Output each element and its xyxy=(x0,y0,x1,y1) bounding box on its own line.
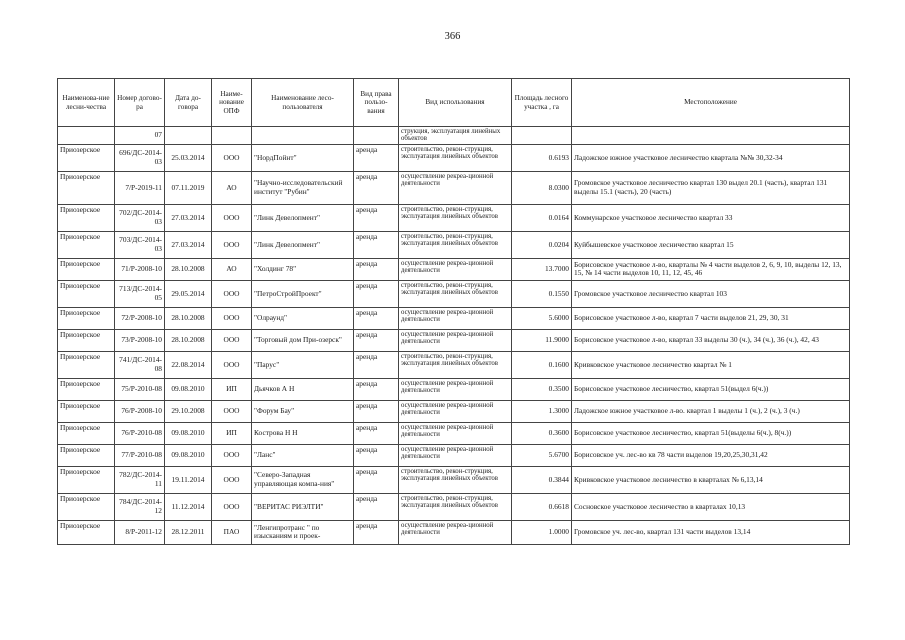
cell-contract-date: 28.10.2008 xyxy=(165,307,212,329)
cell-forestry: Приозерское xyxy=(58,400,115,422)
cell-forestry: Приозерское xyxy=(58,422,115,444)
table-row xyxy=(58,231,850,258)
table-row xyxy=(58,444,850,466)
cell-legal-form: ООО xyxy=(212,280,252,307)
cell-forest-user: "Северо-Западная управляющая компа-ния" xyxy=(252,466,354,493)
cell-contract-number: 75/Р-2010-08 xyxy=(115,378,165,400)
cell-right-type: аренда xyxy=(354,171,399,204)
cell-legal-form: ООО xyxy=(212,307,252,329)
forest-lease-table xyxy=(57,78,850,545)
table-row xyxy=(58,144,850,171)
cell-legal-form: АО xyxy=(212,171,252,204)
cell-use-type: осуществление рекреа-ционной деятельности xyxy=(399,520,512,544)
cell-use-type: строительство, рекон-струкция, эксплуатация линейных объектов xyxy=(399,493,512,520)
cell-legal-form: ООО xyxy=(212,231,252,258)
cell-contract-date xyxy=(165,127,212,145)
cell-contract-number: 741/ДС-2014-08 xyxy=(115,351,165,378)
cell-right-type: аренда xyxy=(354,204,399,231)
header-contract-date: Дата до-говора xyxy=(165,79,212,127)
cell-forest-user: Дьячков А Н xyxy=(252,378,354,400)
cell-forest-user: "Ланс" xyxy=(252,444,354,466)
table-row xyxy=(58,280,850,307)
header-forestry: Наименова-ние лесни-чества xyxy=(58,79,115,127)
table-row xyxy=(58,204,850,231)
cell-forest-user: "Олраунд" xyxy=(252,307,354,329)
cell-contract-date: 28.10.2008 xyxy=(165,258,212,280)
table-row xyxy=(58,378,850,400)
cell-contract-number: 8/Р-2011-12 xyxy=(115,520,165,544)
cell-right-type: аренда xyxy=(354,144,399,171)
cell-forest-user: "НордПойнт" xyxy=(252,144,354,171)
cell-area: 0.1600 xyxy=(512,351,572,378)
cell-forest-user: "Линк Девелопмент" xyxy=(252,231,354,258)
cell-contract-number: 702/ДС-2014-03 xyxy=(115,204,165,231)
cell-location: Куйбышевское участковое лесничество квартал 15 xyxy=(572,231,850,258)
cell-use-type: осуществление рекреа-ционной деятельности xyxy=(399,422,512,444)
cell-right-type: аренда xyxy=(354,280,399,307)
header-contract-number: Номер догово-ра xyxy=(115,79,165,127)
table-row xyxy=(58,400,850,422)
cell-area: 0.0164 xyxy=(512,204,572,231)
cell-right-type: аренда xyxy=(354,307,399,329)
cell-area: 5.6700 xyxy=(512,444,572,466)
cell-forest-user: "ПетроСтройПроект" xyxy=(252,280,354,307)
cell-contract-date: 11.12.2014 xyxy=(165,493,212,520)
cell-forest-user: "Линк Девелопмент" xyxy=(252,204,354,231)
cell-area: 0.3500 xyxy=(512,378,572,400)
header-legal-form: Наиме-нование ОПФ xyxy=(212,79,252,127)
cell-contract-number: 72/Р-2008-10 xyxy=(115,307,165,329)
cell-location: Сосновское участковое лесничество в кварталах 10,13 xyxy=(572,493,850,520)
cell-right-type: аренда xyxy=(354,351,399,378)
cell-contract-date: 29.05.2014 xyxy=(165,280,212,307)
cell-right-type: аренда xyxy=(354,231,399,258)
header-location: Местоположение xyxy=(572,79,850,127)
cell-contract-number: 77/Р-2010-08 xyxy=(115,444,165,466)
cell-use-type: осуществление рекреа-ционной деятельности xyxy=(399,307,512,329)
cell-right-type: аренда xyxy=(354,444,399,466)
cell-area: 5.6000 xyxy=(512,307,572,329)
cell-area: 1.0000 xyxy=(512,520,572,544)
cell-contract-date: 27.03.2014 xyxy=(165,204,212,231)
cell-forestry: Приозерское xyxy=(58,466,115,493)
cell-forestry: Приозерское xyxy=(58,307,115,329)
cell-legal-form: ПАО xyxy=(212,520,252,544)
cell-legal-form: ООО xyxy=(212,493,252,520)
cell-contract-date: 28.12.2011 xyxy=(165,520,212,544)
table-row xyxy=(58,307,850,329)
cell-forestry: Приозерское xyxy=(58,258,115,280)
header-right-type: Вид права пользо-вания xyxy=(354,79,399,127)
cell-use-type: осуществление рекреа-ционной деятельности xyxy=(399,258,512,280)
cell-location: Громовское участковое лесничество квартал 103 xyxy=(572,280,850,307)
cell-forest-user: "Научно-исследовательский институт "Рубин" xyxy=(252,171,354,204)
table-row xyxy=(58,329,850,351)
cell-forestry: Приозерское xyxy=(58,204,115,231)
cell-forestry: Приозерское xyxy=(58,378,115,400)
cell-location xyxy=(572,127,850,145)
cell-location: Кривковское участковое лесничество в кварталах № 6,13,14 xyxy=(572,466,850,493)
cell-contract-number: 713/ДС-2014-05 xyxy=(115,280,165,307)
cell-contract-date: 27.03.2014 xyxy=(165,231,212,258)
table-header-row xyxy=(58,79,850,127)
header-area: Площадь лесного участка , га xyxy=(512,79,572,127)
table-row xyxy=(58,520,850,544)
cell-contract-number: 696/ДС-2014-03 xyxy=(115,144,165,171)
cell-use-type: строительство, рекон-струкция, эксплуатация линейных объектов xyxy=(399,351,512,378)
cell-location: Борисовское участковое л-во, квартал 7 части выделов 21, 29, 30, 31 xyxy=(572,307,850,329)
cell-forest-user: "Ленгипротранс " по изысканиям и проек- xyxy=(252,520,354,544)
cell-use-type: строительство, рекон-струкция, эксплуатация линейных объектов xyxy=(399,231,512,258)
cell-contract-date: 29.10.2008 xyxy=(165,400,212,422)
cell-location: Борисовское уч. лес-во кв 78 части выделов 19,20,25,30,31,42 xyxy=(572,444,850,466)
cell-location: Кривковское участковое лесничество квартал № 1 xyxy=(572,351,850,378)
table-row xyxy=(58,258,850,280)
cell-legal-form: ООО xyxy=(212,400,252,422)
cell-location: Ладожское южное участковое л-во. квартал 1 выделы 1 (ч.), 2 (ч.), 3 (ч.) xyxy=(572,400,850,422)
cell-contract-date: 28.10.2008 xyxy=(165,329,212,351)
cell-contract-date: 09.08.2010 xyxy=(165,444,212,466)
cell-contract-number: 784/ДС-2014-12 xyxy=(115,493,165,520)
cell-contract-date: 09.08.2010 xyxy=(165,378,212,400)
table-row xyxy=(58,466,850,493)
cell-right-type: аренда xyxy=(354,422,399,444)
cell-right-type: аренда xyxy=(354,258,399,280)
cell-contract-number: 76/Р-2010-08 xyxy=(115,422,165,444)
cell-forestry xyxy=(58,127,115,145)
cell-area: 0.0204 xyxy=(512,231,572,258)
cell-forestry: Приозерское xyxy=(58,351,115,378)
cell-legal-form: ООО xyxy=(212,466,252,493)
table-row xyxy=(58,171,850,204)
table-row xyxy=(58,422,850,444)
cell-forestry: Приозерское xyxy=(58,493,115,520)
cell-area: 11.9000 xyxy=(512,329,572,351)
header-forest-user: Наименование лесо-пользователя xyxy=(252,79,354,127)
cell-legal-form: ООО xyxy=(212,144,252,171)
header-use-type: Вид использования xyxy=(399,79,512,127)
cell-forest-user: "Торговый дом При-озерск" xyxy=(252,329,354,351)
cell-legal-form: ООО xyxy=(212,444,252,466)
cell-location: Борисовское участковое лесничество, квартал 51(выделы 6(ч.), 8(ч.)) xyxy=(572,422,850,444)
cell-area: 0.1550 xyxy=(512,280,572,307)
cell-location: Коммунарское участковое лесничество квартал 33 xyxy=(572,204,850,231)
cell-contract-number: 71/Р-2008-10 xyxy=(115,258,165,280)
cell-location: Ладожское южное участковое лесничество квартала №№ 30,32-34 xyxy=(572,144,850,171)
cell-forestry: Приозерское xyxy=(58,144,115,171)
cell-contract-number: 07 xyxy=(115,127,165,145)
cell-location: Борисовское участковое л-во, квартал 33 выделы 30 (ч.), 34 (ч.), 36 (ч.), 42, 43 xyxy=(572,329,850,351)
cell-area xyxy=(512,127,572,145)
cell-forestry: Приозерское xyxy=(58,520,115,544)
cell-area: 1.3000 xyxy=(512,400,572,422)
cell-use-type: строительство, рекон-струкция, эксплуатация линейных объектов xyxy=(399,280,512,307)
cell-area: 0.6618 xyxy=(512,493,572,520)
cell-contract-date: 25.03.2014 xyxy=(165,144,212,171)
table-row xyxy=(58,127,850,145)
cell-contract-number: 703/ДС-2014-03 xyxy=(115,231,165,258)
table-body xyxy=(58,127,850,545)
cell-contract-number: 782/ДС-2014-11 xyxy=(115,466,165,493)
cell-forestry: Приозерское xyxy=(58,444,115,466)
cell-area: 0.3844 xyxy=(512,466,572,493)
cell-contract-date: 07.11.2019 xyxy=(165,171,212,204)
cell-forest-user: "Холдинг 78" xyxy=(252,258,354,280)
cell-legal-form: АО xyxy=(212,258,252,280)
cell-right-type: аренда xyxy=(354,493,399,520)
cell-use-type: осуществление рекреа-ционной деятельности xyxy=(399,171,512,204)
cell-area: 13.7000 xyxy=(512,258,572,280)
cell-forest-user: Кострова Н Н xyxy=(252,422,354,444)
cell-location: Громовское участковое лесничество квартал 130 выдел 20.1 (часть), квартал 131 выделы 15.1 (часть), 20 (часть) xyxy=(572,171,850,204)
cell-right-type: аренда xyxy=(354,329,399,351)
cell-location: Борисовское участковое л-во, кварталы № 4 части выделов 2, 6, 9, 10, выделы 12, 13, 15, № 14 части выделов 10, 11, 12, 45, 46 xyxy=(572,258,850,280)
cell-forestry: Приозерское xyxy=(58,231,115,258)
cell-area: 0.6193 xyxy=(512,144,572,171)
cell-legal-form: ИП xyxy=(212,422,252,444)
cell-forestry: Приозерское xyxy=(58,280,115,307)
cell-use-type: строительство, рекон-струкция, эксплуатация линейных объектов xyxy=(399,144,512,171)
cell-legal-form: ИП xyxy=(212,378,252,400)
cell-contract-number: 76/Р-2008-10 xyxy=(115,400,165,422)
cell-forestry: Приозерское xyxy=(58,329,115,351)
cell-contract-date: 22.08.2014 xyxy=(165,351,212,378)
cell-forest-user xyxy=(252,127,354,145)
cell-use-type: осуществление рекреа-ционной деятельности xyxy=(399,329,512,351)
cell-right-type: аренда xyxy=(354,520,399,544)
cell-right-type: аренда xyxy=(354,466,399,493)
cell-use-type: осуществление рекреа-ционной деятельности xyxy=(399,378,512,400)
cell-contract-number: 7/Р-2019-11 xyxy=(115,171,165,204)
cell-location: Громовское уч. лес-во, квартал 131 части выделов 13,14 xyxy=(572,520,850,544)
cell-location: Борисовское участковое лесничество, квартал 51(выдел 6(ч.)) xyxy=(572,378,850,400)
cell-use-type: строительство, рекон-струкция, эксплуатация линейных объектов xyxy=(399,204,512,231)
page-number: 366 xyxy=(444,31,461,42)
table-row xyxy=(58,493,850,520)
cell-area: 0.3600 xyxy=(512,422,572,444)
cell-legal-form: ООО xyxy=(212,351,252,378)
cell-use-type: осуществление рекреа-ционной деятельности xyxy=(399,444,512,466)
cell-forest-user: "ВЕРИТАС РИЭЛТИ" xyxy=(252,493,354,520)
cell-forestry: Приозерское xyxy=(58,171,115,204)
cell-use-type: строительство, рекон-струкция, эксплуатация линейных объектов xyxy=(399,466,512,493)
cell-right-type xyxy=(354,127,399,145)
cell-legal-form: ООО xyxy=(212,329,252,351)
cell-forest-user: "Парус" xyxy=(252,351,354,378)
cell-right-type: аренда xyxy=(354,378,399,400)
table-row xyxy=(58,351,850,378)
cell-use-type: осуществление рекреа-ционной деятельности xyxy=(399,400,512,422)
cell-area: 8.0300 xyxy=(512,171,572,204)
cell-use-type: струкция, эксплуатация линейных объектов xyxy=(399,127,512,145)
cell-forest-user: "Форум Бау" xyxy=(252,400,354,422)
cell-legal-form xyxy=(212,127,252,145)
cell-contract-date: 09.08.2010 xyxy=(165,422,212,444)
cell-contract-date: 19.11.2014 xyxy=(165,466,212,493)
cell-legal-form: ООО xyxy=(212,204,252,231)
cell-contract-number: 73/Р-2008-10 xyxy=(115,329,165,351)
cell-right-type: аренда xyxy=(354,400,399,422)
